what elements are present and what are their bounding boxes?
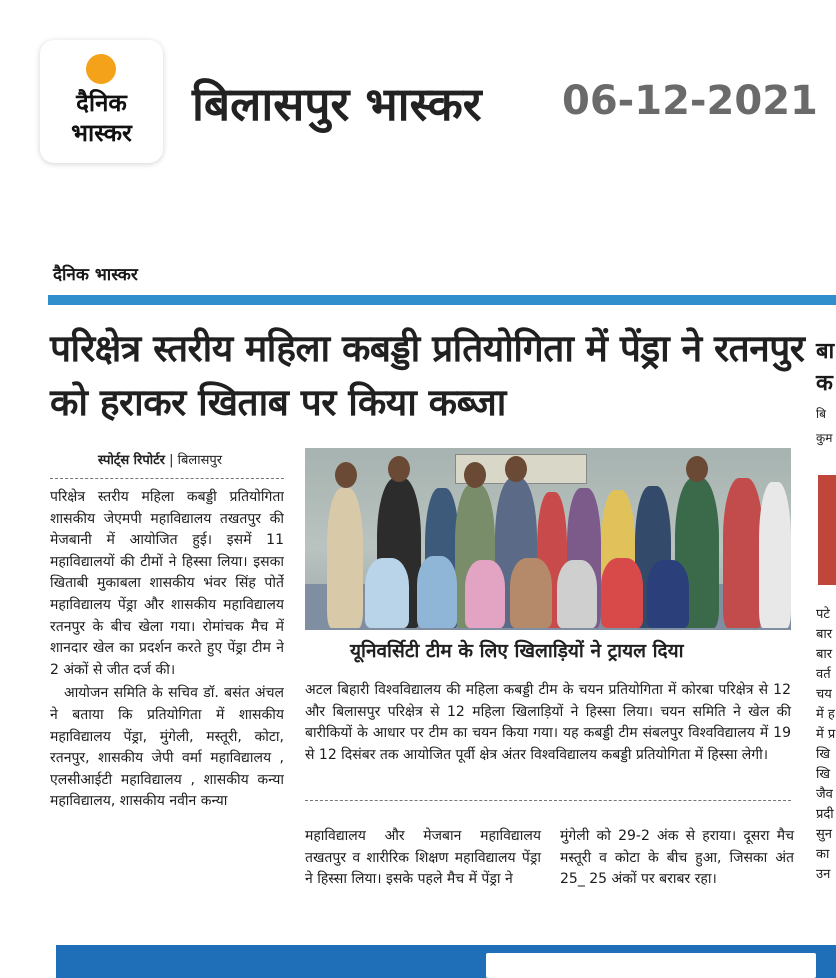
edition-date: 06-12-2021 bbox=[562, 78, 818, 124]
photo-person-front bbox=[365, 558, 409, 628]
photo-caption: यूनिवर्सिटी टीम के लिए खिलाड़ियों ने ट्रायल दिया bbox=[350, 640, 684, 662]
logo-line1: दैनिक bbox=[76, 89, 127, 117]
photo-person-front bbox=[647, 560, 689, 628]
right-cutoff-column bbox=[812, 305, 836, 945]
trial-news-box: अटल बिहारी विश्वविद्यालय की महिला कबड्डी टीम के चयन प्रतियोगिता में कोरबा परिक्षेत्र से 12 और बिलासपुर परिक्षेत्र से 12 महिला खिलाड़ियों ने हिस्सा लिया। चयन समिति ने खेल की बारीकियों के आधार पर टीम का चयन किया गया। यह कबड्डी टीम संबलपुर विश्वविद्यालय में 19 से 12 दिसंबर तक आयोजित पूर्वी क्षेत्र अंतर विश्वविद्यालय कबड्डी प्रतियोगिता में हिस्सा लेगी। bbox=[305, 682, 791, 763]
right-sub-1: बि bbox=[816, 407, 826, 421]
byline-reporter: स्पोर्ट्स रिपोर्टर bbox=[98, 453, 165, 468]
photo-person bbox=[327, 488, 363, 628]
bottom-band-box bbox=[486, 953, 816, 978]
photo-person-front bbox=[557, 560, 597, 628]
team-photo bbox=[305, 448, 791, 630]
paper-brand: दैनिक भास्कर bbox=[53, 265, 138, 285]
left-column bbox=[50, 478, 284, 927]
photo-head bbox=[686, 456, 708, 482]
right-headline-1: बा bbox=[816, 339, 835, 364]
sun-icon bbox=[86, 54, 116, 84]
photo-person-front bbox=[465, 560, 505, 628]
logo-line2: भास्कर bbox=[71, 119, 132, 147]
right-headline-2: क bbox=[816, 371, 833, 396]
byline: स्पोर्ट्स रिपोर्टर | बिलासपुर bbox=[98, 453, 223, 468]
dainik-bhaskar-logo bbox=[40, 40, 163, 163]
photo-person-front bbox=[417, 556, 457, 628]
photo-head bbox=[335, 462, 357, 488]
continued-column-1: महाविद्यालय और मेजबान महाविद्यालय तखतपुर व शारीरिक शिक्षण महाविद्यालय पेंड्रा ने हिस्सा लिया। इसके पहले मैच में पेंड्रा ने bbox=[305, 828, 541, 887]
photo-head bbox=[505, 456, 527, 482]
edition-title: बिलासपुर भास्कर bbox=[192, 77, 482, 131]
headline: परिक्षेत्र स्तरीय महिला कबड्डी प्रतियोगिता में पेंड्रा ने रतनपुर को हराकर खिताब पर किया कब्जा bbox=[50, 327, 805, 424]
continued-column-2: मुंगेली को 29-2 अंक से हराया। दूसरा मैच मस्तूरी व कोटा के बीच हुआ, जिसका अंत 25_ 25 अंकों पर बराबर रहा। bbox=[560, 828, 794, 887]
right-photo bbox=[818, 475, 836, 585]
dashed-divider bbox=[305, 800, 791, 801]
photo-person-front bbox=[601, 558, 643, 628]
left-paragraph-1: परिक्षेत्र स्तरीय महिला कबड्डी प्रतियोगिता शासकीय जेएमपी महाविद्यालय तखतपुर की मेजबानी में आयोजित हुई। इसमें 11 महाविद्यालयों की टीमों ने हिस्सा लिया। इसका खिताबी मुकाबला शासकीय भंवर सिंह पोर्ते महाविद्यालय पेंड्रा और शासकीय महाविद्यालय रतनपुर के बीच खेला गया। रोमांचक मैच में शानदार खेल का प्रदर्शन करते हुए पेंड्रा टीम ने 2 अंकों से जीत दर्ज की। bbox=[50, 489, 284, 678]
right-text: पटे बार बार वर्त चय में ह में प्र खि खि जैव प्रदी सुन का उन bbox=[816, 607, 836, 882]
right-sub-2: कुम bbox=[816, 431, 833, 445]
byline-city: बिलासपुर bbox=[177, 453, 223, 468]
blue-rule bbox=[48, 295, 836, 305]
photo-person-front bbox=[510, 558, 552, 628]
photo-person bbox=[723, 478, 763, 628]
photo-head bbox=[388, 456, 410, 482]
photo-head bbox=[464, 462, 486, 488]
bottom-band bbox=[56, 945, 836, 978]
left-paragraph-2: आयोजन समिति के सचिव डॉ. बसंत अंचल ने बताया कि प्रतियोगिता में शासकीय महाविद्यालय पेंड्रा, मुंगेली, मस्तूरी, कोटा, रतनपुर, शासकीय जेपी वर्मा महाविद्यालय , एलसीआईटी महाविद्यालय , शासकीय कन्या महाविद्यालय, शासकीय नवीन कन्या bbox=[50, 685, 284, 810]
photo-person bbox=[759, 482, 791, 628]
